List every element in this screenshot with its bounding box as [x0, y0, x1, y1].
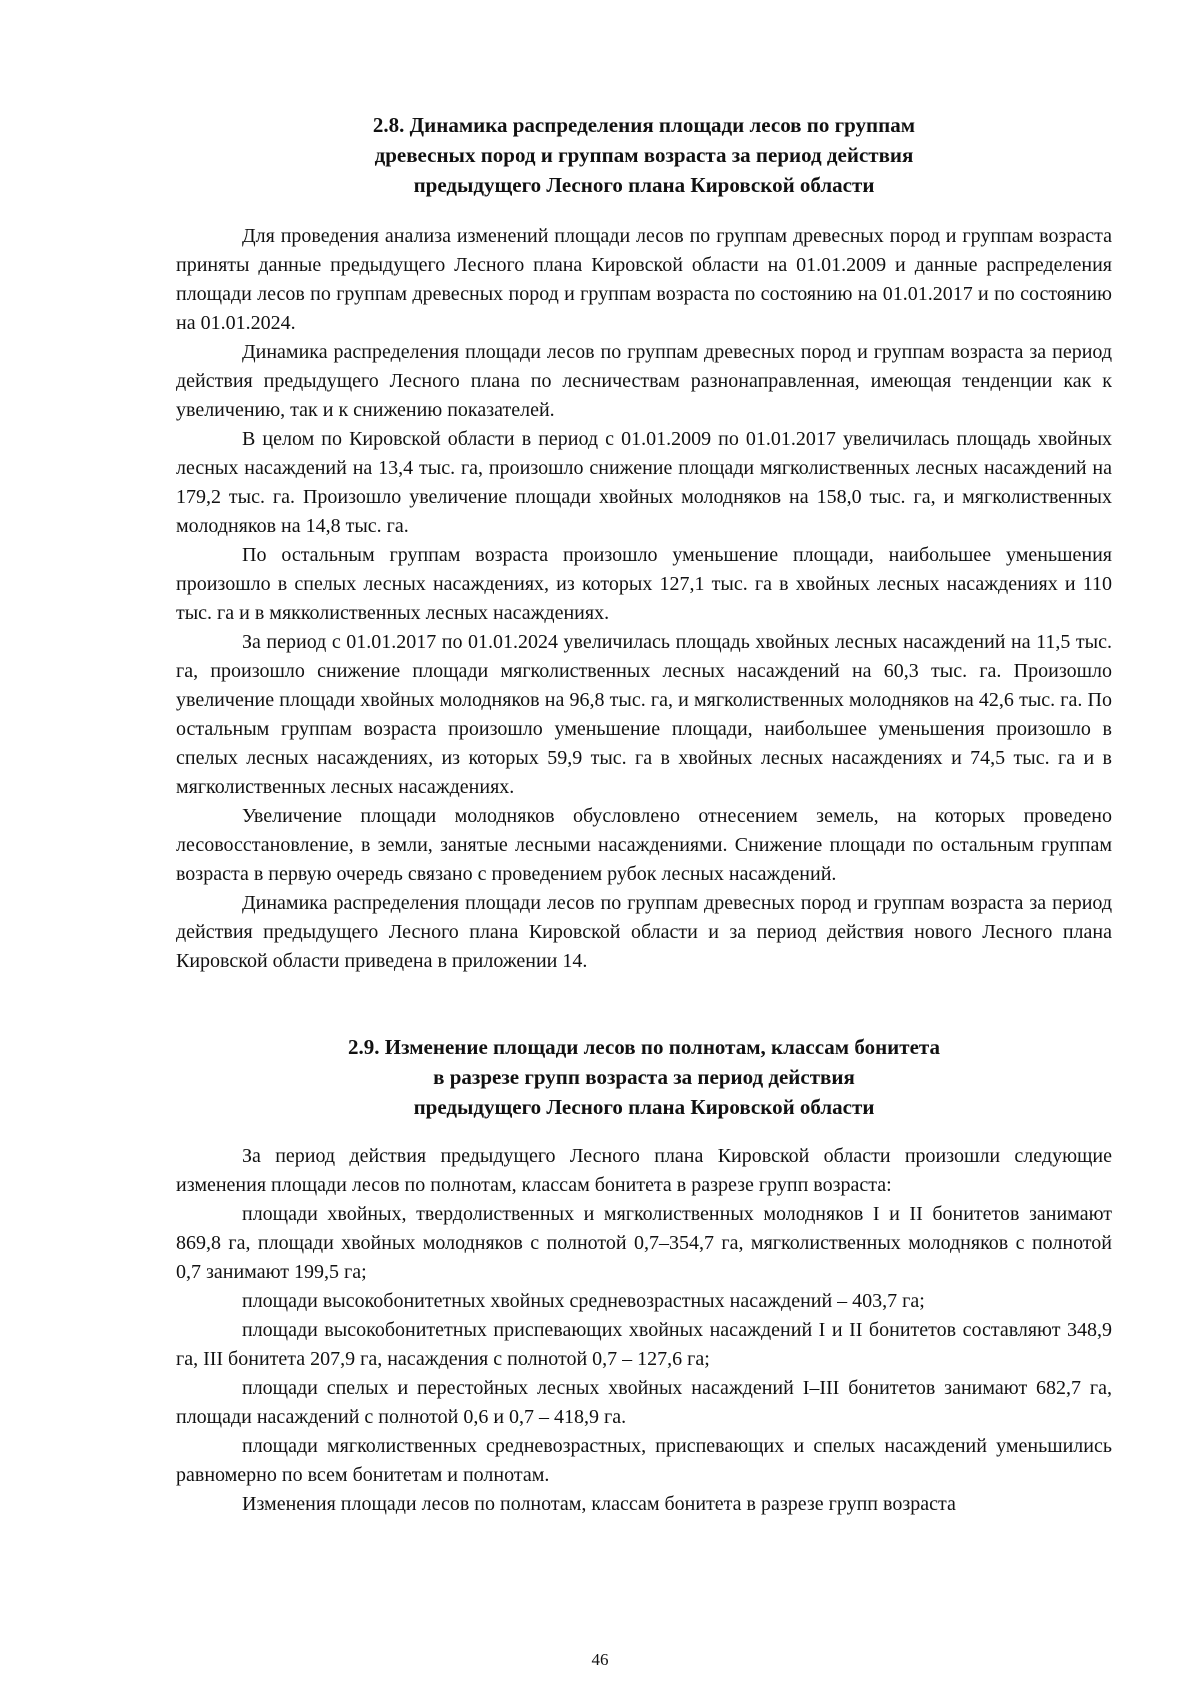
paragraph: По остальным группам возраста произошло уменьшение площади, наибольшее уменьшения произошло в спелых лесных насаждениях, из которых 127,1 тыс. га в хвойных лесных насаждениях и 110 тыс. га и в мякколиственных лесных насаждениях.: [176, 544, 1112, 624]
heading-line: 2.8. Динамика распределения площади лесов по группам: [372, 113, 916, 137]
paragraph: площади мягколиственных средневозрастных, приспевающих и спелых насаждений уменьшились равномерно по всем бонитетам и полнотам.: [176, 1435, 1112, 1486]
heading-line: древесных пород и группам возраста за период действия: [374, 143, 914, 167]
paragraph: Увеличение площади молодняков обусловлено отнесением земель, на которых проведено лесовосстановление, в земли, занятые лесными насаждениями. Снижение площади по остальным группам возраста в первую очередь связано с проведением рубок лесных насаждений.: [176, 805, 1112, 885]
heading-line: в разрезе групп возраста за период действия: [433, 1065, 855, 1089]
paragraph: За период действия предыдущего Лесного плана Кировской области произошли следующие изменения площади лесов по полнотам, классам бонитета в разрезе групп возраста:: [176, 1145, 1112, 1196]
paragraph: В целом по Кировской области в период с 01.01.2009 по 01.01.2017 увеличилась площадь хвойных лесных насаждений на 13,4 тыс. га, произошло снижение площади мягколиственных лесных насаждений на 179,2 тыс. га. Произошло увеличение площади хвойных молодняков на 158,0 тыс. га, и мягколиственных молодняков на 14,8 тыс. га.: [176, 428, 1112, 537]
section-2-8-heading: [176, 110, 1112, 200]
heading-line: 2.9. Изменение площади лесов по полнотам, классам бонитета: [348, 1035, 940, 1059]
heading-line: предыдущего Лесного плана Кировской области: [413, 1095, 875, 1119]
paragraph: За период с 01.01.2017 по 01.01.2024 увеличилась площадь хвойных лесных насаждений на 11,5 тыс. га, произошло снижение площади мягколиственных лесных насаждений на 60,3 тыс. га. Произошло увеличение площади хвойных молодняков на 96,8 тыс. га, и мягколиственных молодняков на 42,6 тыс. га. По остальным группам возраста произошло уменьшение площади, наибольшее уменьшения произошло в спелых лесных насаждениях, из которых 59,9 тыс. га в хвойных лесных насаждениях и 74,5 тыс. га и в мягколиственных лесных насаждениях.: [176, 631, 1112, 798]
section-2-9-heading: [176, 1032, 1112, 1122]
paragraph: Для проведения анализа изменений площади лесов по группам древесных пород и группам возраста приняты данные предыдущего Лесного плана Кировской области на 01.01.2009 и данные распределения площади лесов по группам древесных пород и группам возраста по состоянию на 01.01.2017 и по состоянию на 01.01.2024.: [176, 225, 1112, 334]
paragraph: площади высокобонитетных приспевающих хвойных насаждений I и II бонитетов составляют 348,9 га, III бонитета 207,9 га, насаждения с полнотой 0,7 – 127,6 га;: [176, 1319, 1112, 1370]
page-number: 46: [591, 1650, 609, 1669]
page-content: [176, 110, 1112, 1519]
paragraph: площади высокобонитетных хвойных средневозрастных насаждений – 403,7 га;: [242, 1290, 925, 1312]
paragraph: площади спелых и перестойных лесных хвойных насаждений I–III бонитетов занимают 682,7 га, площади насаждений с полнотой 0,6 и 0,7 – 418,9 га.: [176, 1377, 1112, 1428]
paragraph: Динамика распределения площади лесов по группам древесных пород и группам возраста за период действия предыдущего Лесного плана Кировской области и за период действия нового Лесного плана Кировской области приведена в приложении 14.: [176, 892, 1112, 972]
paragraph: Изменения площади лесов по полнотам, классам бонитета в разрезе групп возраста: [242, 1493, 956, 1515]
paragraph: площади хвойных, твердолиственных и мягколиственных молодняков I и II бонитетов занимают 869,8 га, площади хвойных молодняков с полнотой 0,7–354,7 га, мягколиственных молодняков с полнотой 0,7 занимают 199,5 га;: [176, 1203, 1112, 1283]
paragraph: Динамика распределения площади лесов по группам древесных пород и группам возраста за период действия предыдущего Лесного плана по лесничествам разнонаправленная, имеющая тенденции как к увеличению, так и к снижению показателей.: [176, 341, 1112, 421]
heading-line: предыдущего Лесного плана Кировской области: [413, 173, 875, 197]
